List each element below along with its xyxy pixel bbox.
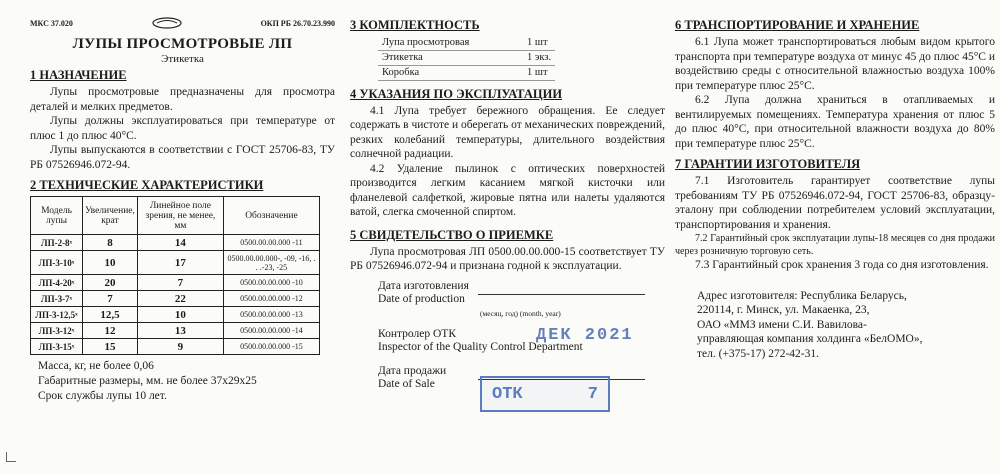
mass-text: Масса, кг, не более 0,06 xyxy=(38,360,154,372)
cell-model: ЛП-2-8ˣ xyxy=(31,235,83,251)
section-1-p3: Лупы выпускаются в соответствии с ГОСТ 25706-83, ТУ РБ 07526946.072-94. xyxy=(30,144,335,171)
date-stamp: ДЕК 2021 xyxy=(536,326,634,345)
cell-code: 0500.00.00.000 -11 xyxy=(223,235,319,251)
page-subtitle: Этикетка xyxy=(161,53,204,65)
table-row xyxy=(378,65,555,80)
cell-code: 0500.00.00.000 -14 xyxy=(223,323,319,339)
cell-model: ЛП-3-12,5ˣ xyxy=(31,307,83,323)
cell-mag: 12,5 xyxy=(83,307,138,323)
cell-field: 7 xyxy=(137,275,223,291)
kit-item-qty: 1 шт xyxy=(523,35,555,50)
section-4-title: 4 УКАЗАНИЯ ПО ЭКСПЛУАТАЦИИ xyxy=(350,86,563,101)
otk-stamp-text: ОТК xyxy=(492,384,523,404)
kit-item-name: Лупа просмотровая xyxy=(378,35,523,50)
spec-header: Модель лупы xyxy=(31,197,83,235)
spec-header: Обозначение xyxy=(223,197,319,235)
lens-logo-icon xyxy=(151,17,183,29)
table-row xyxy=(378,50,555,65)
cell-model: ЛП-3-15ˣ xyxy=(31,339,83,355)
table-row xyxy=(31,235,320,251)
section-6-p1: 6.1 Лупа может транспортироваться любым видом крытого транспорта при температуре воздуха от минус 45 до плюс 45°С и воздействию среды с относительной влажностью воздуха 100% при температуре плюс 25°С. xyxy=(675,36,995,92)
cell-code: 0500.00.00.000 -13 xyxy=(223,307,319,323)
cell-field: 17 xyxy=(137,251,223,275)
cell-model: ЛП-3-12ˣ xyxy=(31,323,83,339)
kit-item-qty: 1 экз. xyxy=(523,50,555,65)
life-text: Срок службы лупы 10 лет. xyxy=(38,390,167,402)
page-title: ЛУПЫ ПРОСМОТРОВЫЕ ЛП xyxy=(72,36,293,52)
column-left xyxy=(30,8,335,404)
table-row xyxy=(31,323,320,339)
crop-mark xyxy=(6,452,16,462)
cell-code: 0500.00.00.000-, -09, -16, . . .-23, -25 xyxy=(223,251,319,275)
address-line: управляющая компания холдинга «БелОМО», xyxy=(697,333,923,345)
section-5-p1: Лупа просмотровая ЛП 0500.00.00.000-15 соответствует ТУ РБ 07526946.072-94 и признана годной к эксплуатации. xyxy=(350,245,665,272)
production-date-field xyxy=(378,280,665,307)
table-row xyxy=(31,251,320,275)
section-6-p2: 6.2 Лупа должна храниться в отапливаемых и вентилируемых помещениях. Температура хранения от плюс 5 до плюс 40°С, при относительной влажности воздуха до 80% при температуре плюс 25°С. xyxy=(675,94,995,150)
address-line: 220114, г. Минск, ул. Макаенка, 23, xyxy=(697,304,870,316)
otk-label-ru: Контролер ОТК xyxy=(378,327,456,340)
otk-stamp xyxy=(480,376,610,412)
section-6-title: 6 ТРАНСПОРТИРОВАНИЕ И ХРАНЕНИЕ xyxy=(675,18,920,32)
sale-label-ru: Дата продажи xyxy=(378,364,447,377)
section-1-title: 1 НАЗНАЧЕНИЕ xyxy=(30,68,127,82)
prod-label-en: Date of production xyxy=(378,293,465,305)
section-7-title: 7 ГАРАНТИИ ИЗГОТОВИТЕЛЯ xyxy=(675,157,861,171)
cell-field: 9 xyxy=(137,339,223,355)
section-1-p1: Лупы просмотровые предназначены для просмотра деталей и мелких предметов. xyxy=(30,86,335,113)
cell-code: 0500.00.00.000 -15 xyxy=(223,339,319,355)
cell-mag: 7 xyxy=(83,291,138,307)
section-2-title: 2 ТЕХНИЧЕСКИЕ ХАРАКТЕРИСТИКИ xyxy=(30,178,264,192)
cell-mag: 8 xyxy=(83,235,138,251)
prod-hint: (месяц, год) (month, year) xyxy=(480,308,561,318)
mks-code: МКС 37.020 xyxy=(30,18,73,28)
table-row xyxy=(378,35,555,50)
manufacturer-address xyxy=(675,289,995,362)
spec-header: Увеличение, крат xyxy=(83,197,138,235)
section-7-p2: 7.2 Гарантийный срок эксплуатации лупы-18 месяцев со дня продажи через розничную торговую сеть. xyxy=(675,233,995,257)
table-row xyxy=(31,307,320,323)
table-row xyxy=(31,339,320,355)
spec-table xyxy=(30,196,320,355)
cell-model: ЛП-3-10ˣ xyxy=(31,251,83,275)
table-row xyxy=(31,291,320,307)
column-middle xyxy=(350,8,665,404)
section-4-p1: 4.1 Лупа требует бережного обращения. Ее следует содержать в чистоте и оберегать от механических повреждений, резких колебаний температуры, длительного воздействия солнечной радиации. xyxy=(350,104,665,160)
section-7-p3: 7.3 Гарантийный срок хранения 3 года со дня изготовления. xyxy=(695,259,989,271)
section-7-p1: 7.1 Изготовитель гарантирует соответствие лупы требованиям ТУ РБ 07526946.072-94, ГОСТ 25706-83, образцу-эталону при соблюдении потребителем условий эксплуатации, транспортирования и хранения. xyxy=(675,175,995,231)
cell-mag: 10 xyxy=(83,251,138,275)
cell-mag: 15 xyxy=(83,339,138,355)
otk-label-en: Inspector of the Quality Control Department xyxy=(378,341,583,353)
table-row xyxy=(31,275,320,291)
address-line: ОАО «ММЗ имени С.И. Вавилова- xyxy=(697,318,867,331)
cell-field: 14 xyxy=(137,235,223,251)
prod-label-ru: Дата изготовления xyxy=(378,279,469,292)
cell-field: 10 xyxy=(137,307,223,323)
cell-mag: 12 xyxy=(83,323,138,339)
cell-code: 0500.00.00.000 -12 xyxy=(223,291,319,307)
address-line: тел. (+375-17) 272-42-31. xyxy=(697,347,820,360)
header-codes xyxy=(30,16,335,30)
column-right xyxy=(675,8,995,361)
production-date-line xyxy=(478,280,645,295)
cell-mag: 20 xyxy=(83,275,138,291)
otk-stamp-number: 7 xyxy=(587,384,598,404)
address-line: Адрес изготовителя: Республика Беларусь, xyxy=(697,289,907,302)
cell-code: 0500.00.00.000 -10 xyxy=(223,275,319,291)
section-3-title: 3 КОМПЛЕКТНОСТЬ xyxy=(350,18,480,32)
kit-item-name: Коробка xyxy=(378,65,523,80)
section-4-p2: 4.2 Удаление пылинок с оптических поверхностей производится легким касанием мягкой кисточки или фланелевой салфеткой, жировые пятна или налеты удаляются ватой, слегка смоченной спиртом. xyxy=(350,162,665,218)
dims-text: Габаритные размеры, мм. не более 37x29x25 xyxy=(38,375,257,387)
section-1-p2: Лупы должны эксплуатироваться при температуре от плюс 1 до плюс 40°С. xyxy=(30,115,335,142)
cell-field: 22 xyxy=(137,291,223,307)
kit-item-name: Этикетка xyxy=(378,50,523,65)
section-5-title: 5 СВИДЕТЕЛЬСТВО О ПРИЕМКЕ xyxy=(350,227,554,242)
cell-field: 13 xyxy=(137,323,223,339)
spec-header: Линейное поле зрения, не менее, мм xyxy=(137,197,223,235)
cell-model: ЛП-3-7ˣ xyxy=(31,291,83,307)
kit-table xyxy=(378,35,555,81)
okp-code: ОКП РБ 26.70.23.990 xyxy=(260,18,335,28)
sale-label-en: Date of Sale xyxy=(378,378,435,390)
cell-model: ЛП-4-20ˣ xyxy=(31,275,83,291)
kit-item-qty: 1 шт xyxy=(523,65,555,80)
